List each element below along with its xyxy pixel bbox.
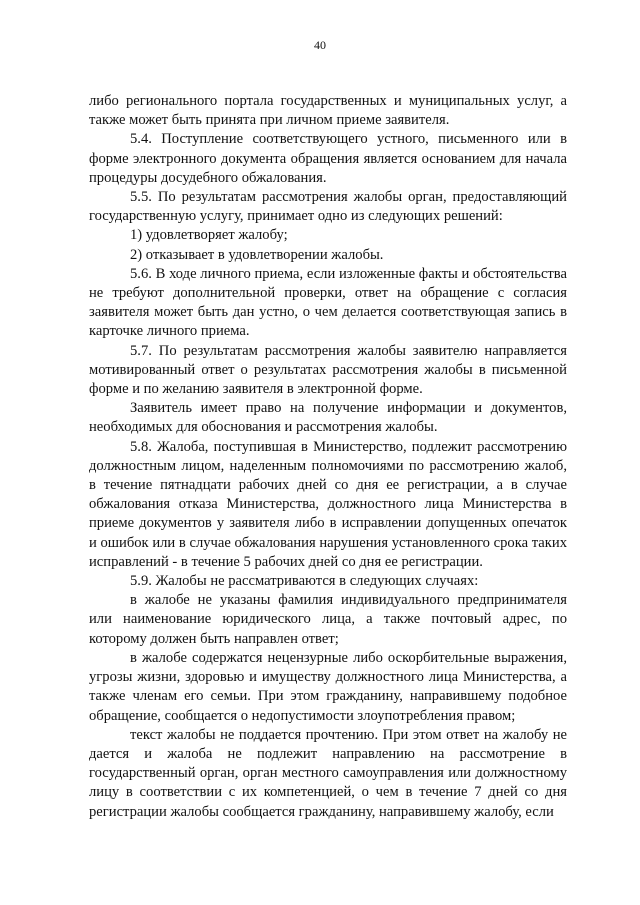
document-body (89, 92, 567, 822)
paragraph: Заявитель имеет право на получение информации и документов, необходимых для обоснования и рассмотрения жалобы. (89, 400, 567, 436)
paragraph: 5.9. Жалобы не рассматриваются в следующих случаях: (130, 573, 479, 590)
paragraph: 5.8. Жалоба, поступившая в Министерство, подлежит рассмотрению должностным лицом, наделенным полномочиями по рассмотрению жалоб, в течение пятнадцати рабочих дней со дня ее регистрации, а в случае обжалования отказа Министерства, должностного лица Министерства в приеме документов у заявителя либо в исправлении допущенных опечаток и ошибок или в случае обжалования нарушения установленного срока таких исправлений - в течение 5 рабочих дней со дня ее регистрации. (89, 438, 567, 570)
paragraph: 5.4. Поступление соответствующего устного, письменного или в форме электронного документа обращения является основанием для начала процедуры досудебного обжалования. (89, 131, 567, 186)
paragraph: в жалобе содержатся нецензурные либо оскорбительные выражения, угрозы жизни, здоровью и имуществу должностного лица Министерства, а также членам его семьи. При этом гражданину, направившему подобное обращение, сообщается о недопустимости злоупотребления правом; (89, 649, 567, 724)
list-item: 1) удовлетворяет жалобу; (130, 227, 288, 244)
paragraph: 5.5. По результатам рассмотрения жалобы орган, предоставляющий государственную услугу, принимает одно из следующих решений: (89, 189, 567, 225)
paragraph: текст жалобы не поддается прочтению. При этом ответ на жалобу не дается и жалоба не подлежит направлению на рассмотрение в государственный орган, орган местного самоуправления или должностному лицу в соответствии с их компетенцией, о чем в течение 7 дней со дня регистрации жалобы сообщается гражданину, направившему жалобу, если (89, 726, 567, 820)
paragraph: 5.6. В ходе личного приема, если изложенные факты и обстоятельства не требуют дополнительной проверки, ответ на обращение с согласия заявителя может быть дан устно, о чем делается соответствующая запись в карточке личного приема. (89, 265, 567, 340)
paragraph: либо регионального портала государственных и муниципальных услуг, а также может быть принята при личном приеме заявителя. (89, 93, 567, 129)
page-number: 40 (314, 38, 326, 52)
paragraph: 5.7. По результатам рассмотрения жалобы заявителю направляется мотивированный ответ о результатах рассмотрения жалобы в письменной форме и по желанию заявителя в электронной форме. (89, 342, 567, 398)
paragraph: в жалобе не указаны фамилия индивидуального предпринимателя или наименование юридического лица, а также почтовый адрес, по которому должен быть направлен ответ; (89, 592, 567, 647)
list-item: 2) отказывает в удовлетворении жалобы. (130, 246, 384, 263)
